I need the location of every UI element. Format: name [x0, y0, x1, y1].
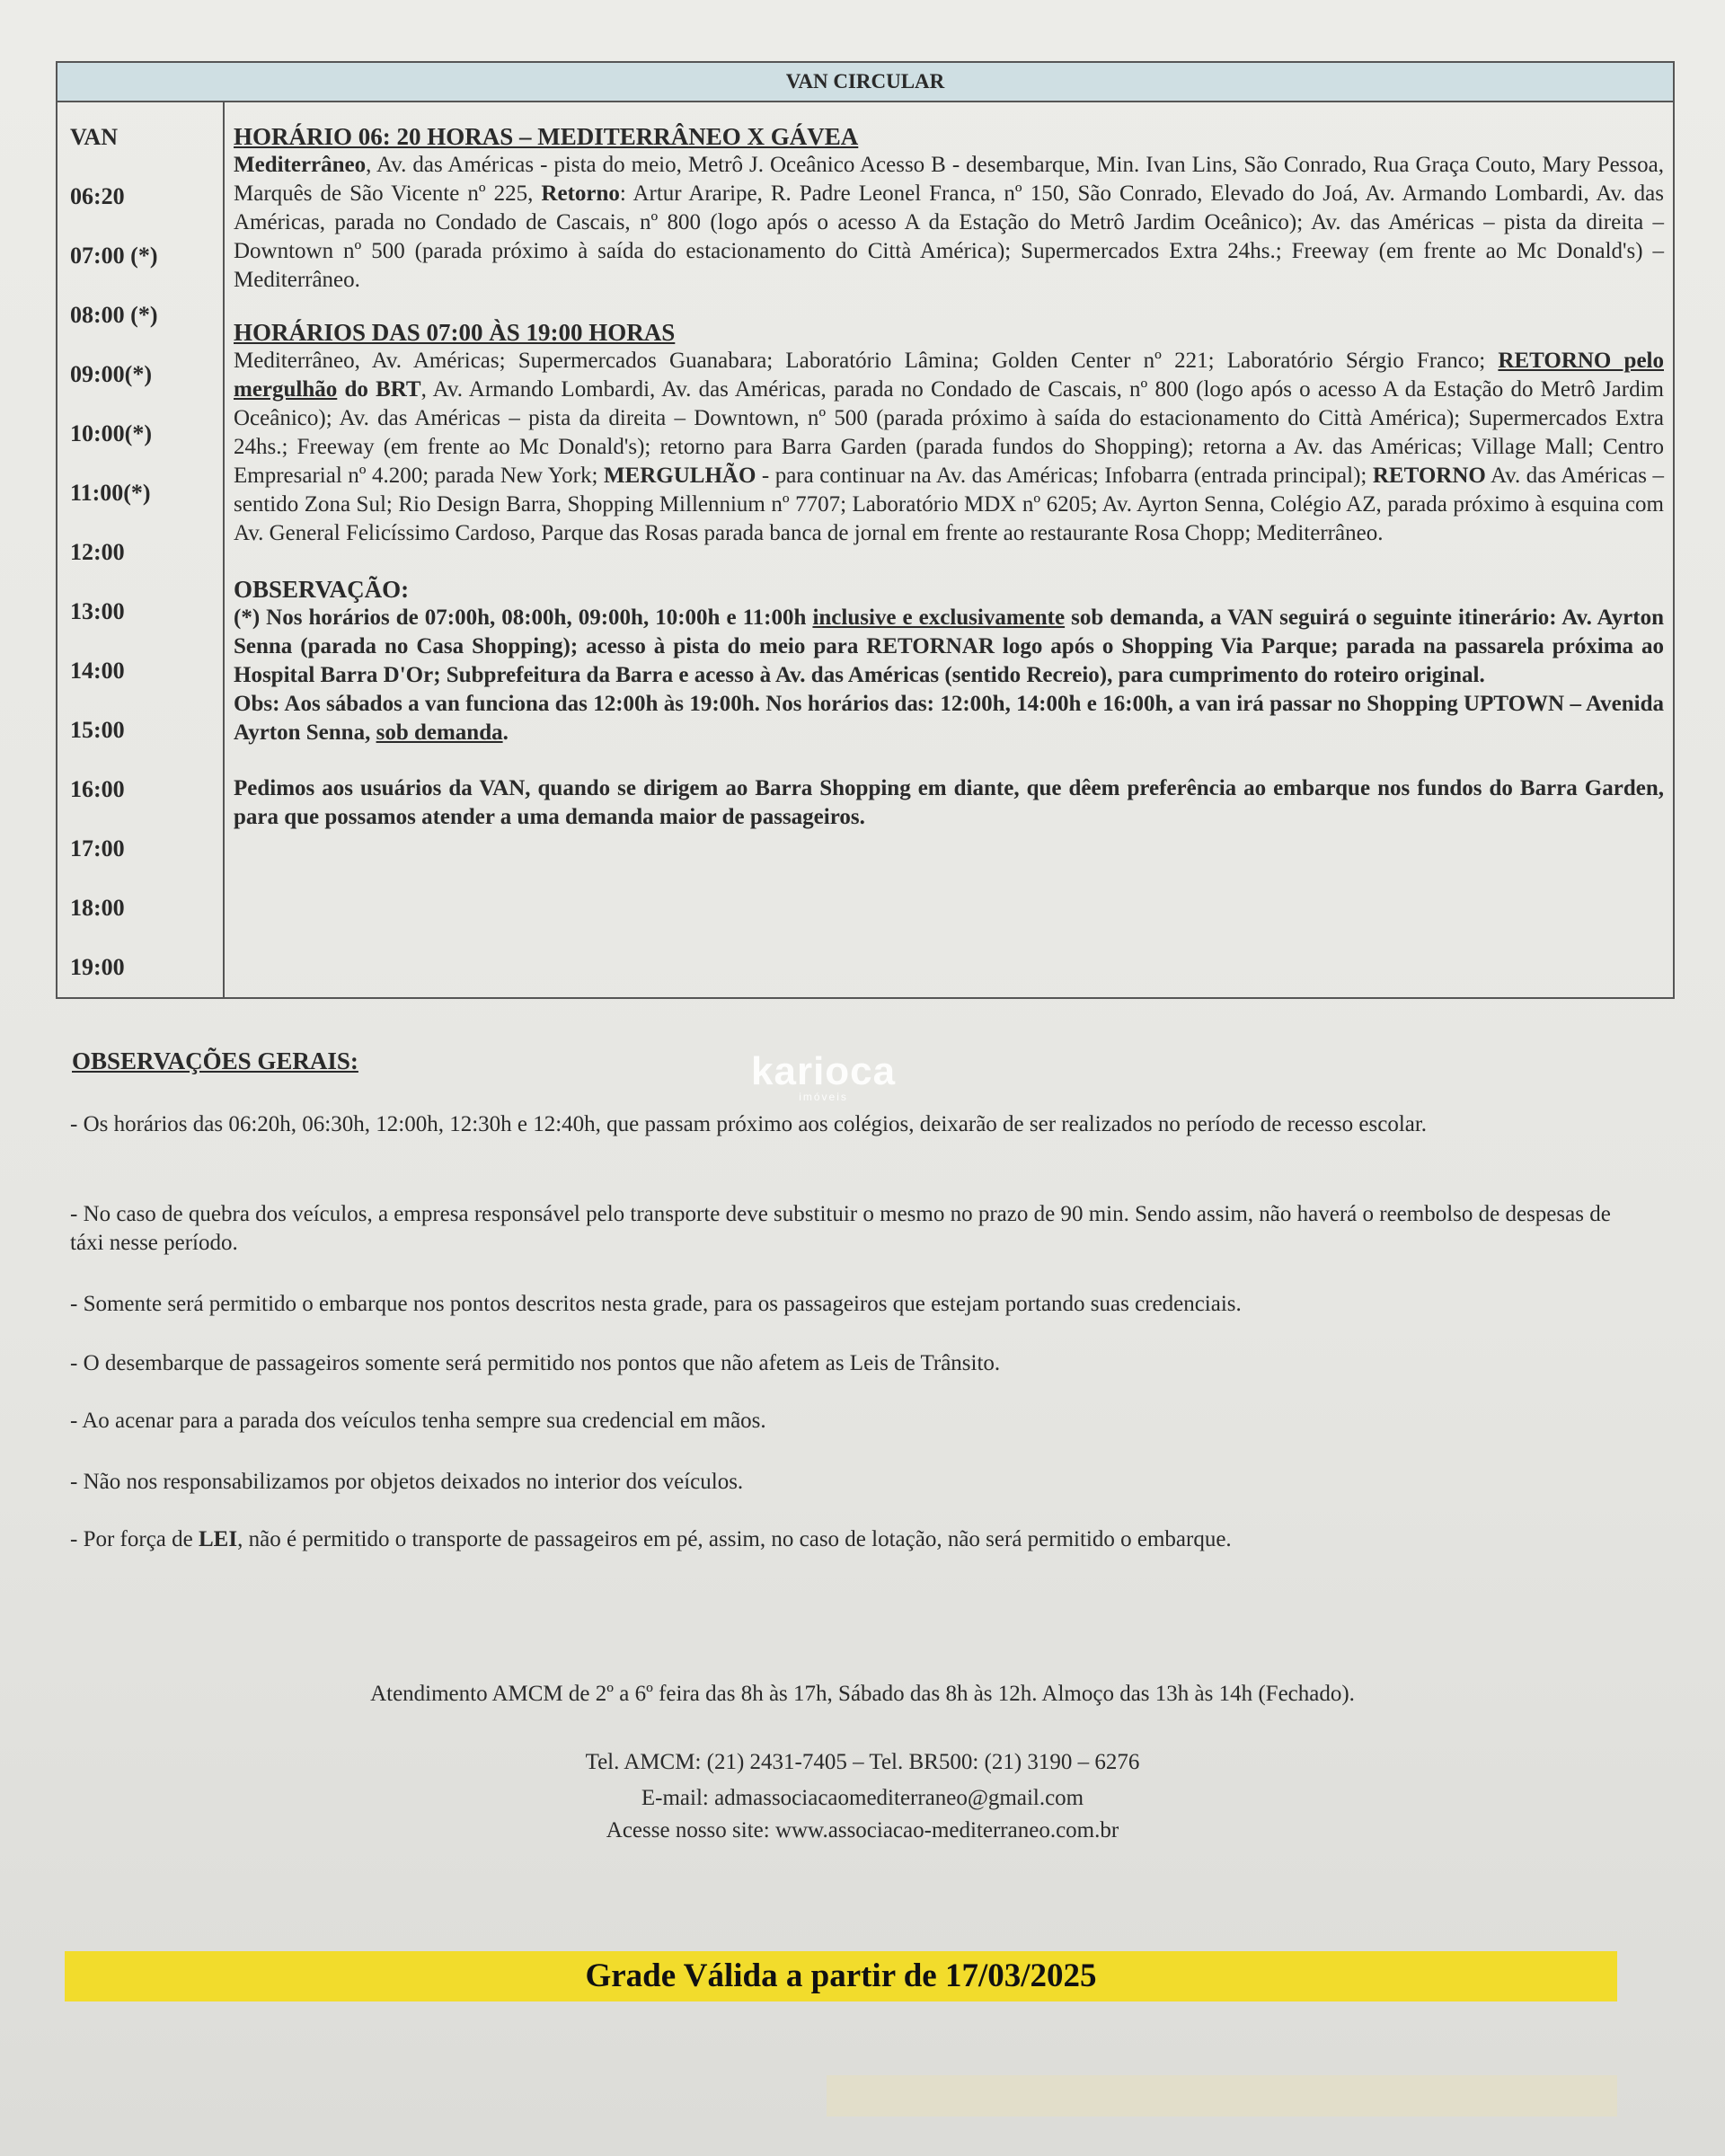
watermark-sub: imóveis — [799, 1091, 848, 1103]
time-slot: 10:00(*) — [70, 420, 152, 446]
time-slot: 16:00 — [70, 776, 125, 802]
general-note: - Não nos responsabilizamos por objetos deixados no interior dos veículos. — [70, 1470, 744, 1494]
route-0700-1900-text: Mediterrâneo, Av. Américas; Supermercados Guanabara; Laboratório Lâmina; Golden Center nº 221; Laboratório Sérgio Franco; RETORNO pelo mergulhão do BRT, Av. Armando Lombardi, Av. das Américas, parada no Condado de Cascais, nº 800 (logo após o acesso A da Estação do Metrô Jardim Oceânico); Av. das Américas – pista da direita – Downtown, nº 500 (parada próximo à saída do estacionamento do Città América); Supermercados Extra 24hs.; Freeway (em frente ao Mc Donald's); retorno para Barra Garden (parada fundos do Shopping); retorna a Av. das Américas; Village Mall; Centro Empresarial nº 4.200; parada New York; MERGULHÃO - para continuar na Av. das Américas; Infobarra (entrada principal); RETORNO Av. das Américas – sentido Zona Sul; Rio Design Barra, Shopping Millennium nº 7707; Laboratório MDX nº 6205; Av. Ayrton Senna, Colégio AZ, parada próximo à esquina com Av. General Felicíssimo Cardoso, Parque das Rosas parada banca de jornal em frente ao restaurante Rosa Chopp; Mediterrâneo. — [234, 349, 1665, 545]
route-description — [234, 101, 1664, 997]
general-note: - O desembarque de passageiros somente será permitido nos pontos que não afetem as Leis de Trânsito. — [70, 1351, 1001, 1375]
time-slot: 18:00 — [70, 895, 125, 921]
time-slot: 08:00 (*) — [70, 302, 158, 328]
time-slot: 07:00 (*) — [70, 243, 158, 269]
section-title-0620: HORÁRIO 06: 20 HORAS – MEDITERRÂNEO X GÁVEA — [234, 123, 859, 150]
phone-numbers: Tel. AMCM: (21) 2431-7405 – Tel. BR500: (21) 3190 – 6276 — [585, 1750, 1140, 1774]
route-0620-text: Mediterrâneo, Av. das Américas - pista do meio, Metrô J. Oceânico Acesso B - desembarque, Min. Ivan Lins, São Conrado, Rua Graça Couto, Mary Pessoa, Marquês de São Vicente nº 225, Retorno: Artur Araripe, R. Padre Leonel Franca, nº 150, São Conrado, Elevado do Joá, Av. Armando Lombardi, Av. das Américas, parada no Condado de Cascais, nº 800 (logo após o acesso A da Estação do Metrô Jardim Oceânico); Av. das Américas – pista da direita – Downtown nº 500 (parada próximo à saída do estacionamento do Città América); Supermercados Extra 24hs.; Freeway (em frente ao Mc Donald's) – Mediterrâneo. — [234, 153, 1664, 292]
time-slot: 06:20 — [70, 183, 125, 209]
observacao-title: OBSERVAÇÃO: — [234, 576, 410, 603]
time-slot: 19:00 — [70, 954, 125, 980]
time-slot: 13:00 — [70, 598, 125, 624]
observacao-text: (*) Nos horários de 07:00h, 08:00h, 09:00h, 10:00h e 11:00h inclusive e exclusivamente sob demanda, a VAN seguirá o seguinte itinerário: Av. Ayrton Senna (parada no Casa Shopping); acesso à pista do meio para RETORNAR logo após o Shopping Via Parque; parada na passarela próxima ao Hospital Barra D'Or; Subprefeitura da Barra e acesso à Av. das Américas (sentido Recreio), para cumprimento do roteiro original. — [234, 605, 1664, 687]
general-note: - Ao acenar para a parada dos veículos tenha sempre sua credencial em mãos. — [70, 1409, 766, 1433]
time-slot: 14:00 — [70, 658, 125, 684]
van-label: VAN — [70, 124, 118, 150]
general-note: - Somente será permitido o embarque nos pontos descritos nesta grade, para os passageiros que estejam portando suas credenciais. — [70, 1292, 1242, 1316]
website-address: Acesse nosso site: www.associacao-mediterraneo.com.br — [606, 1818, 1119, 1842]
time-slot: 15:00 — [70, 717, 125, 743]
table-header: VAN CIRCULAR — [58, 63, 1673, 102]
service-hours: Atendimento AMCM de 2º a 6º feira das 8h às 17h, Sábado das 8h às 12h. Almoço das 13h às 14h (Fechado). — [370, 1682, 1355, 1706]
saturday-note: Obs: Aos sábados a van funciona das 12:00h às 19:00h. Nos horários das: 12:00h, 14:00h e 16:00h, a van irá passar no Shopping UPTOWN – Avenida Ayrton Senna, sob demanda. — [234, 692, 1664, 745]
boarding-preference-note: Pedimos aos usuários da VAN, quando se dirigem ao Barra Shopping em diante, que dêem preferência ao embarque nos fundos do Barra Garden, para que possamos atender a uma demanda maior de passageiros. — [234, 776, 1664, 829]
email-address: E-mail: admassociacaomediterraneo@gmail.com — [641, 1786, 1084, 1810]
time-slot: 17:00 — [70, 835, 125, 862]
general-note-lei: - Por força de LEI, não é permitido o transporte de passageiros em pé, assim, no caso de lotação, não será permitido o embarque. — [70, 1527, 1232, 1551]
general-note: - Os horários das 06:20h, 06:30h, 12:00h, 12:30h e 12:40h, que passam próximo aos colégios, deixarão de ser realizados no período de recesso escolar. — [70, 1112, 1428, 1136]
section-title-0700-1900: HORÁRIOS DAS 07:00 ÀS 19:00 HORAS — [234, 319, 676, 346]
time-slot: 11:00(*) — [70, 480, 151, 506]
validity-banner: Grade Válida a partir de 17/03/2025 — [65, 1951, 1617, 2001]
general-notes-title: OBSERVAÇÕES GERAIS: — [72, 1047, 358, 1074]
watermark-brand: karioca — [751, 1049, 897, 1093]
karioca-watermark-logo — [751, 1049, 897, 1103]
general-note: - No caso de quebra dos veículos, a empresa responsável pelo transporte deve substituir o mesmo no prazo de 90 min. Sendo assim, não haverá o reembolso de despesas de táxi nesse período. — [70, 1202, 1611, 1255]
time-slot: 09:00(*) — [70, 361, 152, 387]
schedule-table — [56, 61, 1675, 999]
faded-bleedthrough — [827, 2075, 1617, 2116]
time-slot: 12:00 — [70, 539, 125, 565]
times-column — [58, 101, 225, 997]
